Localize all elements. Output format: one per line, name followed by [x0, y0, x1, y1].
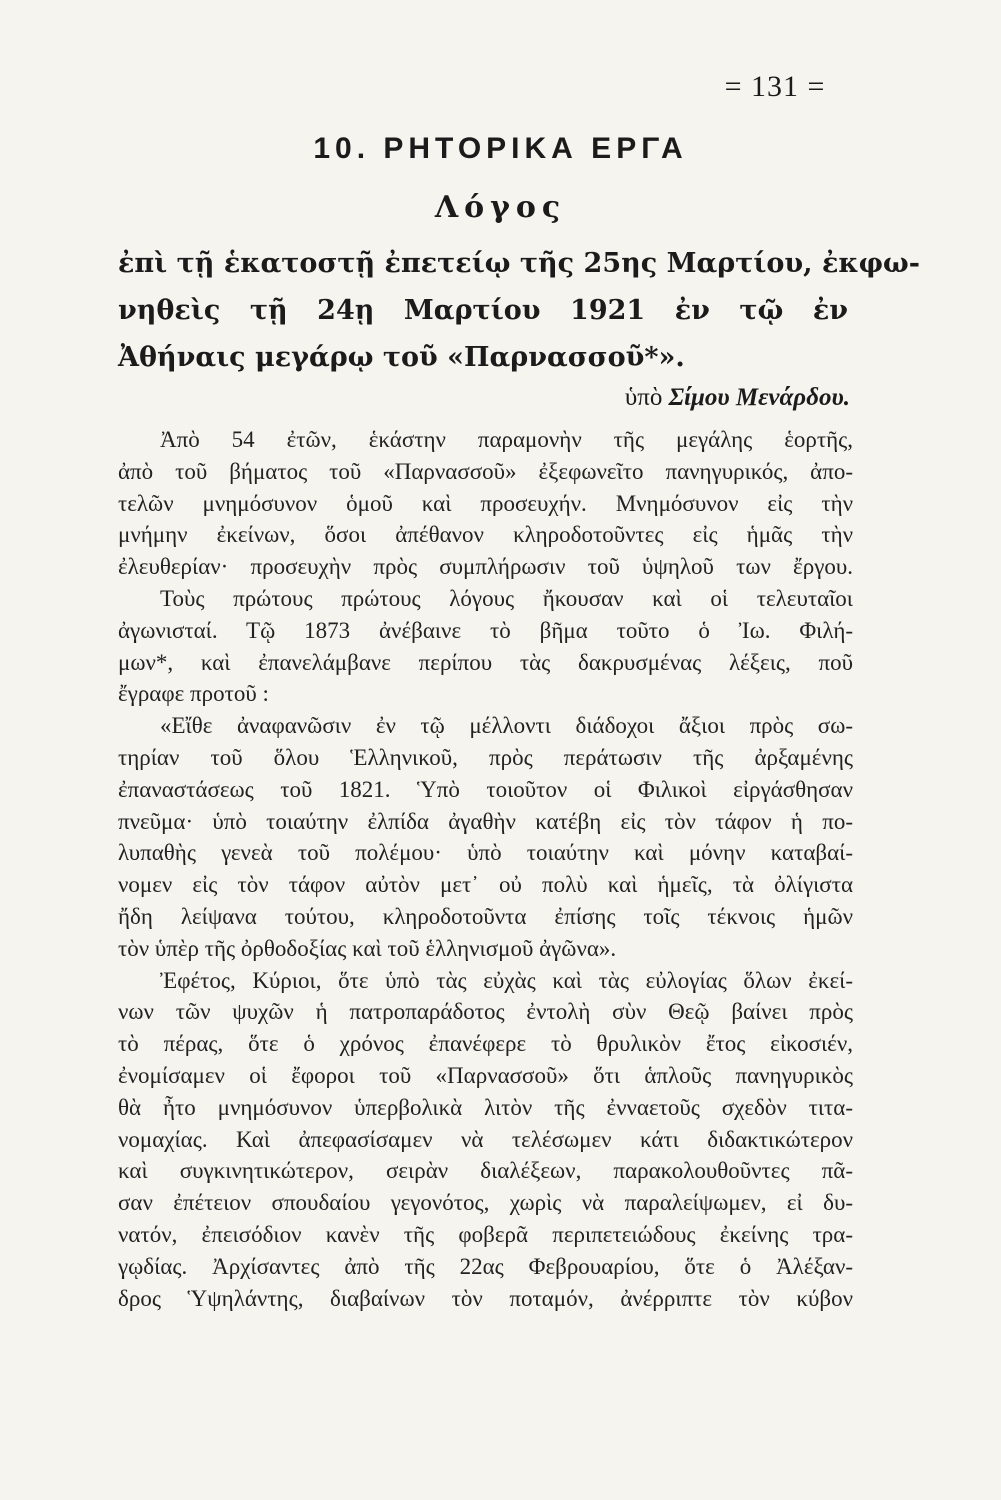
text-line: ἤδη λείψανα τούτου, κληροδοτοῦντα ἐπίσης τοῖς τέκνοις ἡμῶν — [118, 903, 853, 929]
text-line: τὸν ὑπὲρ τῆς ὀρθοδοξίας καὶ τοῦ ἑλληνισμοῦ ἀγῶνα». — [118, 935, 617, 961]
text-line: νατόν, ἐπεισόδιον κανὲν τῆς φοβερᾶ περιπετειώδους ἐκείνης τρα- — [118, 1221, 853, 1247]
speech-subtitle — [118, 240, 920, 381]
text-line: ἐπαναστάσεως τοῦ 1821. Ὑπὸ τοιοῦτον οἱ Φιλικοὶ εἰργάσθησαν — [118, 776, 853, 802]
author-name: Σίμου Μενάρδου. — [668, 384, 850, 411]
text-line: νομεν εἰς τὸν τάφον αὐτὸν μετ᾽ οὐ πολὺ καὶ ἡμεῖς, τὰ ὀλίγιστα — [118, 872, 853, 898]
text-line: δρος Ὑψηλάντης, διαβαίνων τὸν ποταμόν, ἀνέρριπτε τὸν κύβον — [118, 1285, 853, 1311]
text-line: Τοὺς πρώτους πρώτους λόγους ἤκουσαν καὶ οἱ τελευταῖοι — [160, 585, 853, 611]
text-line: ἐνομίσαμεν οἱ ἔφοροι τοῦ «Παρνασσοῦ» ὅτι ἁπλοῦς πανηγυρικὸς — [118, 1062, 853, 1088]
author-byline — [500, 384, 850, 412]
chapter-heading: 10. ΡΗΤΟΡΙΚΑ ΕΡΓΑ — [313, 132, 688, 165]
text-line: μων*, καὶ ἐπανελάμβανε περίπου τὰς δακρυσμένας λέξεις, ποῦ — [118, 649, 853, 675]
text-line: τηρίαν τοῦ ὅλου Ἑλληνικοῦ, πρὸς περάτωσιν τῆς ἀρξαμένης — [118, 744, 853, 770]
text-line: ἔγραφε προτοῦ : — [118, 681, 269, 707]
text-line: πνεῦμα· ὑπὸ τοιαύτην ἐλπίδα ἀγαθὴν κατέβη εἰς τὸν τάφον ἡ πο- — [118, 808, 853, 834]
subtitle-line: ἐπὶ τῇ ἑκατοστῇ ἐπετείῳ τῆς 25ης Μαρτίου, ἐκφω- — [118, 248, 920, 279]
text-line: Ἐφέτος, Κύριοι, ὅτε ὑπὸ τὰς εὐχὰς καὶ τὰς εὐλογίας ὅλων ἐκεί- — [160, 967, 853, 993]
text-line: ἀγωνισταί. Τῷ 1873 ἀνέβαινε τὸ βῆμα τοῦτο ὁ Ἰω. Φιλή- — [118, 617, 853, 643]
text-line: Ἀπὸ 54 ἐτῶν, ἑκάστην παραμονὴν τῆς μεγάλης ἑορτῆς, — [160, 427, 853, 452]
subtitle-line: Ἀθήναις μεγάρῳ τοῦ «Παρνασσοῦ*». — [118, 342, 685, 373]
text-line: τελῶν μνημόσυνον ὁμοῦ καὶ προσευχήν. Μνημόσυνον εἰς τὴν — [118, 490, 853, 516]
body-text — [118, 424, 853, 1314]
text-line: ἐλευθερίαν· προσευχὴν πρὸς συμπλήρωσιν τοῦ ὑψηλοῦ των ἔργου. — [118, 554, 853, 580]
text-line: γῳδίας. Ἀρχίσαντες ἀπὸ τῆς 22ας Φεβρουαρίου, ὅτε ὁ Ἀλέξαν- — [118, 1253, 853, 1279]
byline-prefix: ὑπὸ — [624, 384, 663, 411]
page-number: = 131 = — [724, 70, 826, 103]
section-title: Λόγος — [434, 190, 567, 225]
text-line: ἀπὸ τοῦ βήματος τοῦ «Παρνασσοῦ» ἐξεφωνεῖτο πανηγυρικός, ἀπο- — [118, 458, 853, 484]
text-line: λυπαθὴς γενεὰ τοῦ πολέμου· ὑπὸ τοιαύτην καὶ μόνην καταβαί- — [118, 840, 853, 866]
text-line: σαν ἐπέτειον σπουδαίου γεγονότος, χωρὶς νὰ παραλείψωμεν, εἰ δυ- — [118, 1190, 853, 1216]
text-line: θὰ ἦτο μνημόσυνον ὑπερβολικὰ λιτὸν τῆς ἐνναετοῦς σχεδὸν τιτα- — [118, 1094, 853, 1120]
text-line: «Εἴθε ἀναφανῶσιν ἐν τῷ μέλλοντι διάδοχοι ἄξιοι πρὸς σω- — [160, 713, 853, 739]
text-line: τὸ πέρας, ὅτε ὁ χρόνος ἐπανέφερε τὸ θρυλικὸν ἔτος εἰκοσιέν, — [118, 1031, 853, 1057]
subtitle-line: νηθεὶς τῇ 24ῃ Μαρτίου 1921 ἐν τῷ ἐν — [118, 295, 848, 326]
text-line: καὶ συγκινητικώτερον, σειρὰν διαλέξεων, παρακολουθοῦντες πᾶ- — [118, 1158, 853, 1184]
text-line: μνήμην ἐκείνων, ὅσοι ἀπέθανον κληροδοτοῦντες εἰς ἡμᾶς τὴν — [118, 522, 853, 548]
text-line: νομαχίας. Καὶ ἀπεφασίσαμεν νὰ τελέσωμεν κάτι διδακτικώτερον — [118, 1126, 853, 1152]
text-line: νων τῶν ψυχῶν ἡ πατροπαράδοτος ἐντολὴ σὺν Θεῷ βαίνει πρὸς — [118, 999, 853, 1025]
